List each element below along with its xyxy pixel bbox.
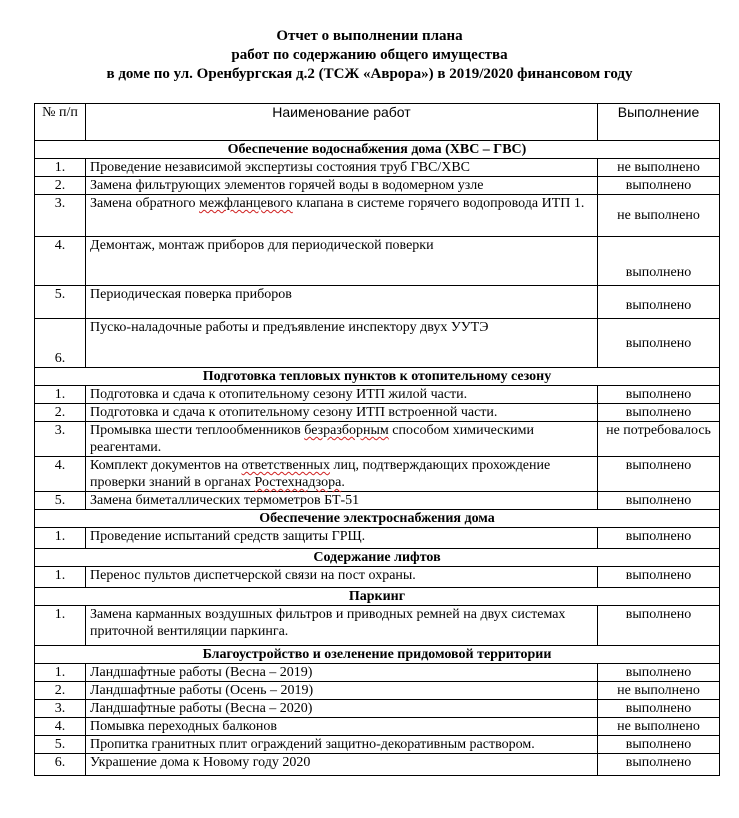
row-num: 1.: [35, 386, 86, 404]
row-num: 2.: [35, 177, 86, 195]
table-row: [35, 159, 720, 177]
table-row: [35, 754, 720, 776]
section-header: [35, 141, 720, 159]
row-name-part: Замена обратного: [90, 196, 199, 211]
row-name-part: лиц, подтверждающих прохождение проверки знаний в органах: [90, 458, 551, 490]
row-name: Подготовка и сдача к отопительному сезону ИТП встроенной части.: [86, 404, 598, 422]
title-line-3: в доме по ул. Оренбургская д.2 (ТСЖ «Аврора») в 2019/2020 финансовом году: [106, 66, 633, 82]
row-name: Замена фильтрующих элементов горячей воды в водомерном узле: [86, 177, 598, 195]
row-status: выполнено: [598, 319, 720, 368]
table-row: [35, 492, 720, 510]
table-row: [35, 606, 720, 646]
row-num: 1.: [35, 159, 86, 177]
table-row: [35, 404, 720, 422]
header-status: Выполнение: [598, 104, 720, 141]
section-header: [35, 588, 720, 606]
row-status: выполнено: [598, 386, 720, 404]
row-name: Пропитка гранитных плит ограждений защитно-декоративным раствором.: [86, 736, 598, 754]
row-name: Периодическая поверка приборов: [86, 286, 598, 319]
row-name-misspelled: Ростехнадзора: [254, 475, 342, 490]
row-name: [86, 422, 598, 457]
row-status: выполнено: [598, 404, 720, 422]
row-status: выполнено: [598, 286, 720, 319]
row-name-part: Промывка шести теплообменников: [90, 423, 305, 438]
report-title: [0, 27, 739, 84]
table-row: [35, 286, 720, 319]
row-name: Украшение дома к Новому году 2020: [86, 754, 598, 776]
row-status: выполнено: [598, 492, 720, 510]
table-row: [35, 195, 720, 237]
row-status: не потребовалось: [598, 422, 720, 457]
section-title: Паркинг: [35, 588, 720, 606]
row-status: выполнено: [598, 700, 720, 718]
row-num: 3.: [35, 195, 86, 237]
row-num: 1.: [35, 606, 86, 646]
row-name-part: клапана в системе горячего водопровода ИТП 1.: [292, 196, 585, 211]
section-title: Содержание лифтов: [35, 549, 720, 567]
row-name: Проведение независимой экспертизы состояния труб ГВС/ХВС: [86, 159, 598, 177]
row-name: Пуско-наладочные работы и предъявление инспектору двух УУТЭ: [86, 319, 598, 368]
row-status: выполнено: [598, 664, 720, 682]
row-name-part: способом химическими реагентами.: [90, 423, 535, 455]
row-num: 5.: [35, 286, 86, 319]
row-name: Ландшафтные работы (Весна – 2020): [86, 700, 598, 718]
row-name-misspelled: межфланцевого: [199, 196, 293, 211]
row-num: 1.: [35, 528, 86, 549]
works-table: [34, 103, 720, 776]
table-row: [35, 664, 720, 682]
row-status: не выполнено: [598, 718, 720, 736]
row-status: выполнено: [598, 754, 720, 776]
table-row: [35, 682, 720, 700]
row-name: Замена карманных воздушных фильтров и приводных ремней на двух системах приточной вентиляции паркинга.: [86, 606, 598, 646]
row-name: Подготовка и сдача к отопительному сезону ИТП жилой части.: [86, 386, 598, 404]
table-row: [35, 700, 720, 718]
header-num: № п/п: [35, 104, 86, 141]
row-num: 5.: [35, 736, 86, 754]
section-header: [35, 368, 720, 386]
row-num: 5.: [35, 492, 86, 510]
row-status: не выполнено: [598, 195, 720, 237]
table-row: [35, 718, 720, 736]
header-name: Наименование работ: [86, 104, 598, 141]
row-name: Перенос пультов диспетчерской связи на пост охраны.: [86, 567, 598, 588]
row-num: 1.: [35, 664, 86, 682]
row-num: 4.: [35, 457, 86, 492]
section-title: Обеспечение водоснабжения дома (ХВС – ГВС): [35, 141, 720, 159]
row-status: выполнено: [598, 177, 720, 195]
row-status: выполнено: [598, 606, 720, 646]
row-num: 6.: [35, 754, 86, 776]
row-num: 4.: [35, 237, 86, 286]
table-row: [35, 386, 720, 404]
row-status: выполнено: [598, 237, 720, 286]
title-line-2: работ по содержанию общего имущества: [231, 47, 508, 63]
row-name: [86, 457, 598, 492]
row-status: не выполнено: [598, 159, 720, 177]
row-name: Ландшафтные работы (Осень – 2019): [86, 682, 598, 700]
row-name: Демонтаж, монтаж приборов для периодической поверки: [86, 237, 598, 286]
section-title: Обеспечение электроснабжения дома: [35, 510, 720, 528]
section-title: Благоустройство и озеленение придомовой территории: [35, 646, 720, 664]
row-num: 2.: [35, 682, 86, 700]
row-num: 2.: [35, 404, 86, 422]
row-name-part: .: [341, 475, 345, 490]
row-name-misspelled: безразборным: [304, 423, 389, 438]
table-header-row: [35, 104, 720, 141]
row-num: 3.: [35, 422, 86, 457]
row-num: 1.: [35, 567, 86, 588]
section-title: Подготовка тепловых пунктов к отопительному сезону: [35, 368, 720, 386]
row-name: Ландшафтные работы (Весна – 2019): [86, 664, 598, 682]
title-line-1: Отчет о выполнении плана: [276, 28, 463, 44]
row-status: не выполнено: [598, 682, 720, 700]
row-name: Замена биметаллических термометров БТ-51: [86, 492, 598, 510]
row-num: 6.: [35, 319, 86, 368]
row-num: 3.: [35, 700, 86, 718]
row-status: выполнено: [598, 736, 720, 754]
table-row: [35, 422, 720, 457]
table-row: [35, 736, 720, 754]
table-row: [35, 237, 720, 286]
row-name: Помывка переходных балконов: [86, 718, 598, 736]
row-status: выполнено: [598, 528, 720, 549]
row-name: [86, 195, 598, 237]
section-header: [35, 510, 720, 528]
row-name: Проведение испытаний средств защиты ГРЩ.: [86, 528, 598, 549]
table-row: [35, 567, 720, 588]
row-status: выполнено: [598, 457, 720, 492]
row-status: выполнено: [598, 567, 720, 588]
section-header: [35, 646, 720, 664]
row-num: 4.: [35, 718, 86, 736]
table-row: [35, 319, 720, 368]
row-name-misspelled: ответственных: [241, 458, 330, 473]
table-row: [35, 457, 720, 492]
table-row: [35, 528, 720, 549]
section-header: [35, 549, 720, 567]
table-row: [35, 177, 720, 195]
row-name-part: Комплект документов на: [90, 458, 242, 473]
